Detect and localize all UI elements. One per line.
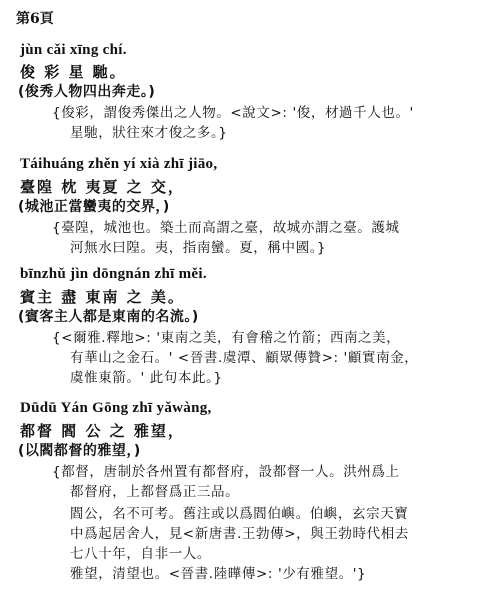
annotation-line: 虞惟東箭。' 此句本此。} — [70, 370, 223, 386]
translation-line: (以閻都督的雅望，) — [18, 443, 141, 459]
annotation-line: 河無水曰隍。夷，指南蠻。夏，稱中國。} — [70, 240, 327, 256]
annotation-line: 星馳，狀往來才俊之多。} — [70, 125, 228, 141]
annotation-line: {俊彩，謂俊秀傑出之人物。<說文>: '俊，材過千人也。' — [52, 105, 414, 121]
translation-line: (城池正當蠻夷的交界，) — [18, 199, 170, 215]
annotation-line: {臺隍，城池也。築土而高謂之臺，故城亦謂之臺。護城 — [52, 220, 400, 236]
translation-line: (俊秀人物四出奔走。) — [18, 84, 156, 100]
translation-line: (賓客主人都是東南的名流。) — [18, 309, 199, 325]
pinyin-line: Táihuáng zhěn yí xià zhī jiāo, — [20, 156, 218, 172]
annotation-line: 有華山之金石。' <晉書.虞潭、顧眾傳贊>: '顧實南金， — [70, 350, 419, 366]
annotation-line: 雅望，清望也。<晉書.陸曄傳>: '少有雅望。'} — [70, 566, 367, 582]
page-number: 第6頁 — [16, 11, 54, 27]
pinyin-line: jùn cǎi xīng chí. — [20, 42, 127, 58]
annotation-line: 都督府，上都督爲正三品。 — [70, 484, 240, 500]
chinese-verse: 臺隍 枕 夷夏 之 交， — [20, 178, 185, 196]
annotation-line: {都督，唐制於各州置有都督府，設都督一人。洪州爲上 — [52, 464, 400, 480]
annotation-line: {<爾雅.釋地>: '東南之美，有會稽之竹箭；西南之美， — [52, 330, 401, 346]
annotation-line: 閻公，名不可考。舊注或以爲閻伯嶼。伯嶼，玄宗天寶 — [70, 506, 409, 522]
annotation-line: 七八十年，自非一人。 — [70, 546, 211, 562]
pinyin-line: bīnzhǔ jìn dōngnán zhī měi. — [20, 266, 207, 282]
chinese-verse: 賓主 盡 東南 之 美。 — [20, 288, 185, 306]
annotation-line: 中爲起居舍人，見<新唐書.王勃傳>，與王勃時代相去 — [70, 526, 409, 542]
pinyin-line: Dūdū Yán Gōng zhī yǎwàng, — [20, 400, 212, 416]
chinese-verse: 俊 彩 星 馳。 — [20, 63, 127, 81]
chinese-verse: 都督 閻 公 之 雅望， — [20, 422, 185, 440]
